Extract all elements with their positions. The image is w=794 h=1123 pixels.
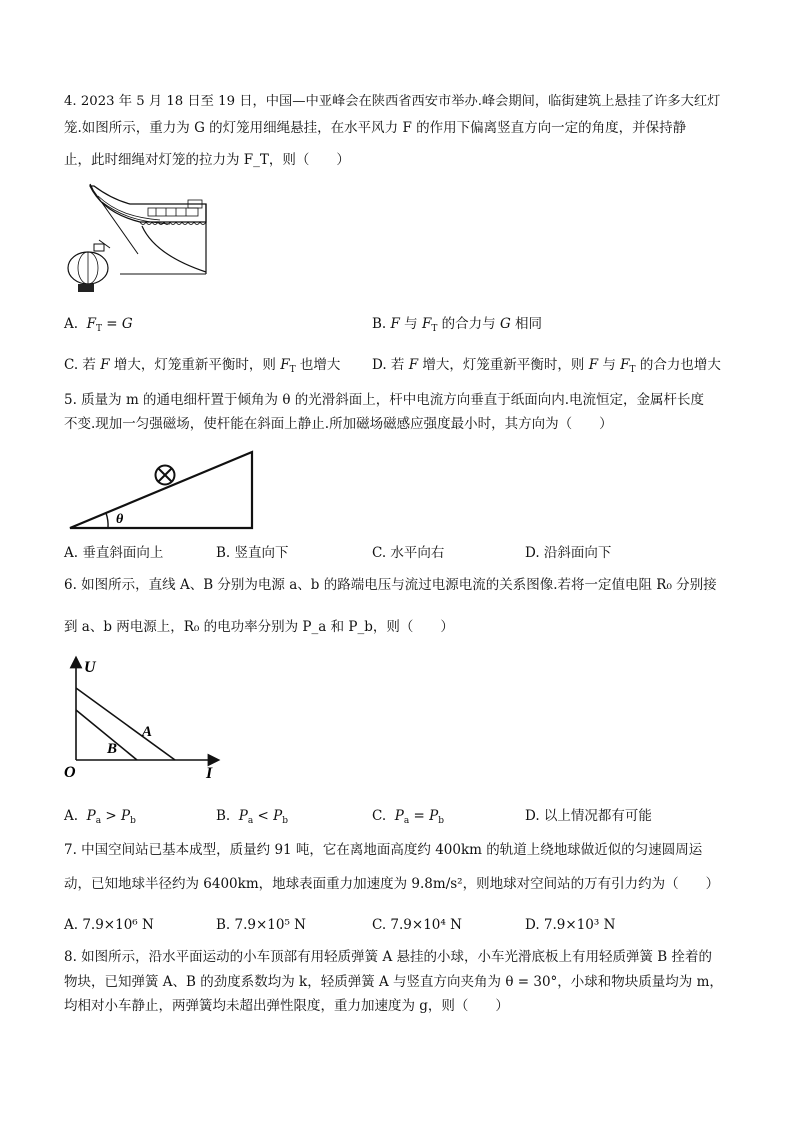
q4-option-d[interactable]: D. 若 F 增大，灯笼重新平衡时，则 F 与 $F_T$ 的合力也增大 — [372, 357, 721, 375]
lantern-figure — [60, 182, 210, 300]
q7-option-a[interactable]: A. 7.9×10⁶ N — [64, 917, 154, 933]
q5-option-d[interactable]: D. 沿斜面向下 — [525, 545, 612, 561]
q6-option-b[interactable]: B. $P_a < P_b$ — [216, 808, 289, 826]
q4-option-a[interactable]: A. $F_T = G$ — [64, 316, 133, 334]
q7-line-1: 7. 中国空间站已基本成型，质量约 91 吨，它在离地面高度约 400km 的轨道上绕地球做近似的匀速圆周运 — [64, 842, 703, 858]
q8-line-2: 物块，已知弹簧 A、B 的劲度系数均为 k，轻质弹簧 A 与竖直方向夹角为 θ = 30°，小球和物块质量均为 m， — [64, 974, 723, 990]
q5-option-c[interactable]: C. 水平向右 — [372, 545, 445, 561]
axis-u-label: U — [84, 659, 96, 676]
q6-option-d[interactable]: D. 以上情况都有可能 — [525, 808, 652, 824]
q8-line-1: 8. 如图所示，沿水平面运动的小车顶部有用轻质弹簧 A 悬挂的小球，小车光滑底板上有用轻质弹簧 B 拴着的 — [64, 949, 713, 965]
q5-line-1: 5. 质量为 m 的通电细杆置于倾角为 θ 的光滑斜面上，杆中电流方向垂直于纸面向内.电流恒定，金属杆长度 — [64, 392, 705, 408]
q4-option-b[interactable]: B. F 与 $F_T$ 的合力与 G 相同 — [372, 316, 543, 334]
q8-line-3: 均相对小车静止，两弹簧均未超出弹性限度，重力加速度为 g，则（ ） — [64, 998, 509, 1014]
line-b-label: B — [107, 741, 118, 757]
ui-graph-figure — [60, 652, 230, 782]
q6-line-1: 6. 如图所示，直线 A、B 分别为电源 a、b 的路端电压与流过电源电流的关系图像.若将一定值电阻 R₀ 分别接 — [64, 577, 717, 593]
q5-line-2: 不变.现加一匀强磁场，使杆能在斜面上静止.所加磁场磁感应强度最小时，其方向为（ ） — [64, 416, 613, 432]
q7-line-2: 动，已知地球半径约为 6400km，地球表面重力加速度为 9.8m/s²，则地球对空间站的万有引力约为（ ） — [64, 876, 720, 892]
q7-option-d[interactable]: D. 7.9×10³ N — [525, 917, 616, 933]
origin-label: O — [64, 764, 76, 781]
q6-line-2: 到 a、b 两电源上，R₀ 的电功率分别为 P_a 和 P_b，则（ ） — [64, 619, 454, 635]
q6-option-a[interactable]: A. $P_a > P_b$ — [64, 808, 136, 826]
q4-line-2: 笼.如图所示，重力为 G 的灯笼用细绳悬挂，在水平风力 F 的作用下偏离竖直方向一定的角度，并保持静 — [64, 120, 687, 136]
graph-line-a — [76, 688, 175, 760]
line-a-label: A — [142, 724, 153, 740]
q4-line-1: 4. 2023 年 5 月 18 日至 19 日，中国—中亚峰会在陕西省西安市举办.峰会期间，临街建筑上悬挂了许多大红灯 — [64, 94, 721, 109]
incline-angle-label: θ — [116, 512, 124, 527]
axis-i-label: I — [206, 765, 213, 782]
q6-option-c[interactable]: C. $P_a = P_b$ — [372, 808, 444, 826]
q7-option-b[interactable]: B. 7.9×10⁵ N — [216, 917, 306, 933]
incline-figure — [64, 446, 259, 532]
q7-option-c[interactable]: C. 7.9×10⁴ N — [372, 917, 462, 933]
q5-option-a[interactable]: A. 垂直斜面向上 — [64, 545, 164, 561]
q4-line-3: 止，此时细绳对灯笼的拉力为 F_T，则（ ） — [64, 152, 350, 168]
q4-option-c[interactable]: C. 若 F 增大，灯笼重新平衡时，则 $F_T$ 也增大 — [64, 357, 341, 375]
q5-option-b[interactable]: B. 竖直向下 — [216, 545, 289, 561]
